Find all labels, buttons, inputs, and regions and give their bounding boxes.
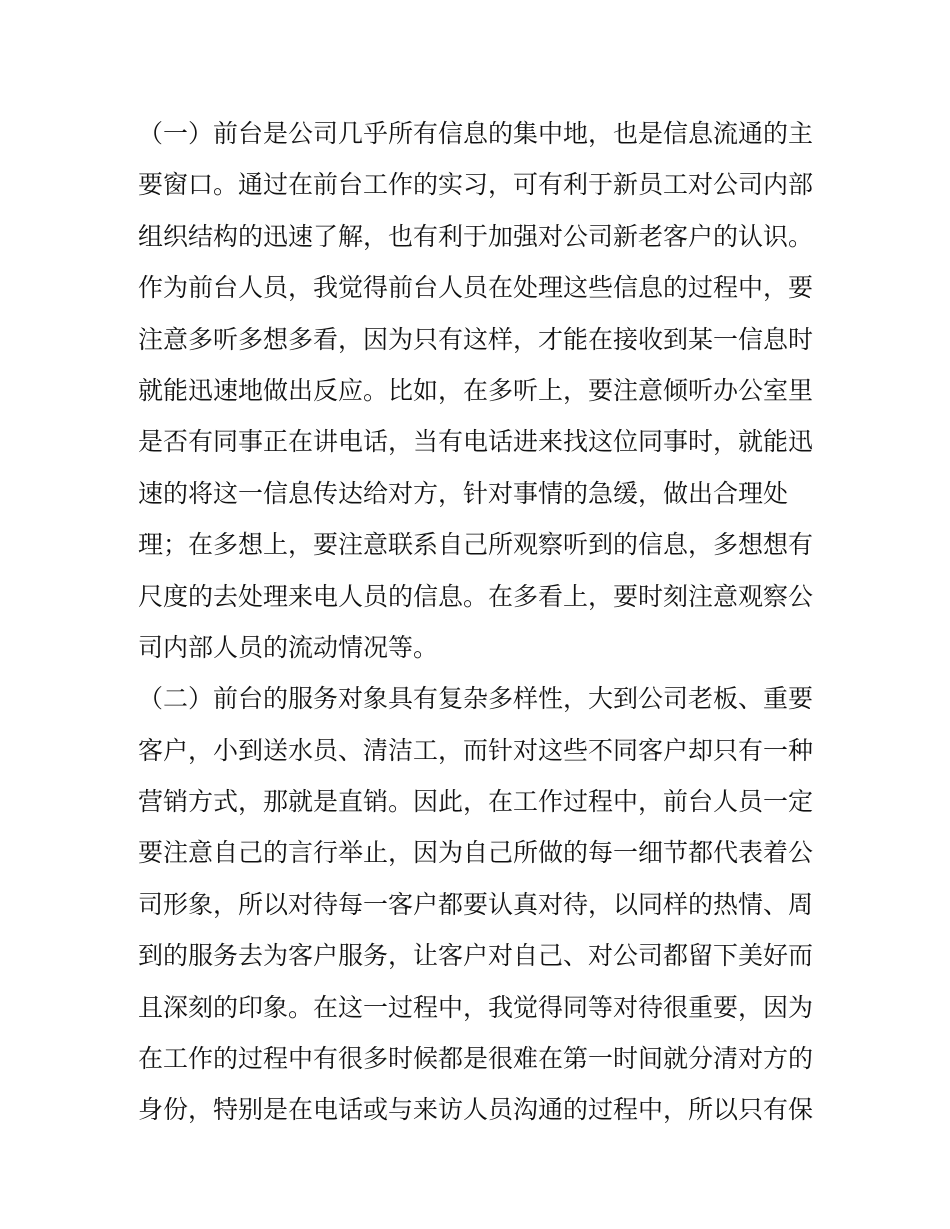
text-line: 作为前台人员，我觉得前台人员在处理这些信息的过程中，要 bbox=[138, 273, 814, 303]
text-line: 且深刻的印象。在这一过程中，我觉得同等对待很重要，因为 bbox=[138, 992, 814, 1022]
text-line: 尺度的去处理来电人员的信息。在多看上，要时刻注意观察公 bbox=[138, 581, 814, 611]
text-line: 到的服务去为客户服务，让客户对自己、对公司都留下美好而 bbox=[138, 941, 814, 971]
text-line: 要窗口。通过在前台工作的实习，可有利于新员工对公司内部 bbox=[138, 170, 814, 200]
text-line: 组织结构的迅速了解，也有利于加强对公司新老客户的认识。 bbox=[138, 221, 814, 251]
text-line: 要注意自己的言行举止，因为自己所做的每一细节都代表着公 bbox=[138, 838, 814, 868]
text-line: （一）前台是公司几乎所有信息的集中地，也是信息流通的主 bbox=[138, 119, 814, 148]
text-line: 司形象，所以对待每一客户都要认真对待，以同样的热情、周 bbox=[138, 889, 814, 919]
text-line: 客户，小到送水员、清洁工，而针对这些不同客户却只有一种 bbox=[138, 735, 814, 765]
text-line: （二）前台的服务对象具有复杂多样性，大到公司老板、重要 bbox=[138, 684, 814, 714]
text-line: 在工作的过程中有很多时候都是很难在第一时间就分清对方的 bbox=[138, 1044, 814, 1074]
text-line: 司内部人员的流动情况等。 bbox=[138, 632, 439, 662]
text-line: 身份，特别是在电话或与来访人员沟通的过程中，所以只有保 bbox=[138, 1095, 814, 1125]
text-line: 是否有同事正在讲电话，当有电话进来找这位同事时，就能迅 bbox=[138, 427, 814, 457]
text-line: 速的将这一信息传达给对方，针对事情的急缓，做出合理处 bbox=[138, 478, 789, 508]
text-line: 注意多听多想多看，因为只有这样，才能在接收到某一信息时 bbox=[138, 324, 814, 354]
body-text bbox=[138, 108, 818, 1136]
text-line: 就能迅速地做出反应。比如，在多听上，要注意倾听办公室里 bbox=[138, 375, 814, 405]
text-line: 营销方式，那就是直销。因此，在工作过程中，前台人员一定 bbox=[138, 787, 814, 817]
text-line: 理；在多想上，要注意联系自己所观察听到的信息，多想想有 bbox=[138, 530, 814, 560]
